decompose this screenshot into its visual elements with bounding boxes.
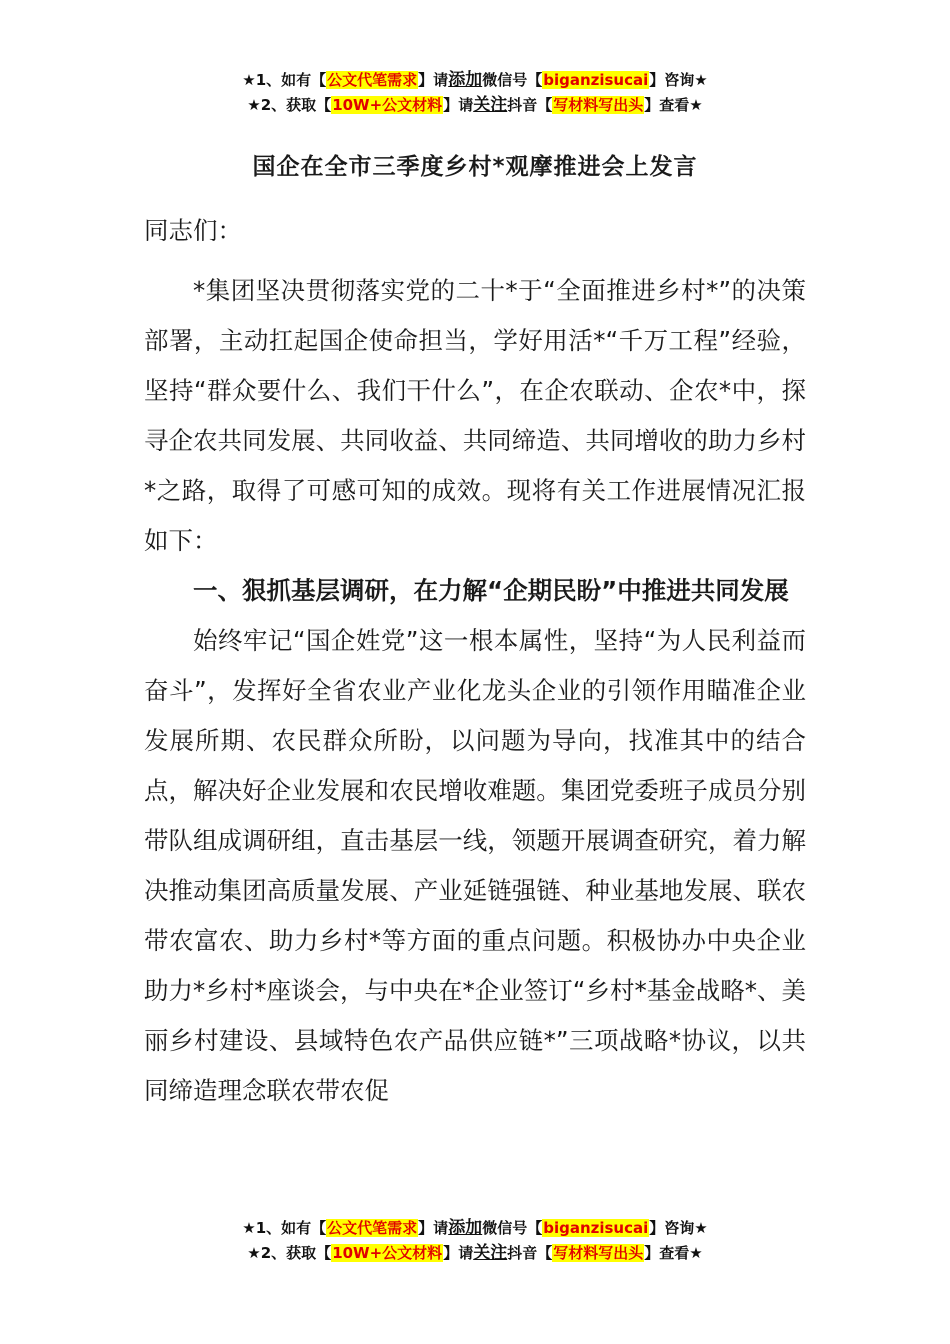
banner-line-1 bbox=[0, 1216, 950, 1241]
star-icon: ★ bbox=[247, 1244, 261, 1262]
banner-line-1 bbox=[0, 68, 950, 93]
star-icon: ★ bbox=[247, 96, 261, 114]
wechat-id: biganzisucai bbox=[543, 71, 649, 89]
underlined-text: 关注 bbox=[473, 95, 508, 115]
footer-banner bbox=[0, 1216, 950, 1266]
banner-text: 】请 bbox=[418, 1219, 449, 1237]
salutation: 同志们： bbox=[144, 216, 242, 245]
highlight-text: 公文代笔需求 bbox=[327, 71, 418, 89]
banner-text: 1、如有【 bbox=[255, 1219, 327, 1237]
document-body bbox=[144, 266, 806, 1116]
banner-text: 抖音【 bbox=[507, 1244, 553, 1262]
star-icon: ★ bbox=[242, 1219, 256, 1237]
highlight-text: 10W+公文材料 bbox=[332, 96, 443, 114]
douyin-id: 写材料写出头 bbox=[553, 96, 644, 114]
douyin-id: 写材料写出头 bbox=[553, 1244, 644, 1262]
banner-text: 】请 bbox=[418, 71, 449, 89]
banner-text: 抖音【 bbox=[507, 96, 553, 114]
wechat-id: biganzisucai bbox=[543, 1219, 649, 1237]
document-title: 国企在全市三季度乡村*观摩推进会上发言 bbox=[252, 154, 698, 180]
highlight-text: 10W+公文材料 bbox=[332, 1244, 443, 1262]
banner-text: 2、获取【 bbox=[260, 1244, 332, 1262]
banner-text: 微信号【 bbox=[482, 71, 543, 89]
underlined-text: 关注 bbox=[473, 1243, 508, 1263]
paragraph: *集团坚决贯彻落实党的二十*于“全面推进乡村*”的决策部署，主动扛起国企使命担当，学好用活*“千万工程”经验，坚持“群众要什么、我们干什么”，在企农联动、企农*中，探寻企农共同发展、共同收益、共同缔造、共同增收的助力乡村*之路，取得了可感可知的成效。现将有关工作进展情况汇报如下： bbox=[144, 276, 806, 555]
banner-line-2 bbox=[0, 1241, 950, 1266]
banner-text: 2、获取【 bbox=[260, 96, 332, 114]
banner-text: 】查看★ bbox=[644, 1244, 703, 1262]
banner-text: 】咨询★ bbox=[649, 1219, 708, 1237]
paragraph: 始终牢记“国企姓党”这一根本属性，坚持“为人民利益而奋斗”，发挥好全省农业产业化龙头企业的引领作用瞄准企业发展所期、农民群众所盼，以问题为导向，找准其中的结合点，解决好企业发展和农民增收难题。集团党委班子成员分别带队组成调研组，直击基层一线，领题开展调查研究，着力解决推动集团高质量发展、产业延链强链、种业基地发展、联农带农富农、助力乡村*等方面的重点问题。积极协办中央企业助力*乡村*座谈会，与中央在*企业签订“乡村*基金战略*、美丽乡村建设、县域特色农产品供应链*”三项战略*协议，以共同缔造理念联农带农促 bbox=[144, 626, 806, 1105]
underlined-text: 添加 bbox=[448, 70, 483, 90]
header-banner bbox=[0, 68, 950, 118]
highlight-text: 公文代笔需求 bbox=[327, 1219, 418, 1237]
banner-text: 1、如有【 bbox=[255, 71, 327, 89]
banner-line-2 bbox=[0, 93, 950, 118]
banner-text: 微信号【 bbox=[482, 1219, 543, 1237]
banner-text: 】请 bbox=[443, 1244, 474, 1262]
banner-text: 】请 bbox=[443, 96, 474, 114]
section-heading: 一、狠抓基层调研，在力解“企期民盼”中推进共同发展 bbox=[193, 576, 789, 605]
banner-text: 】咨询★ bbox=[649, 71, 708, 89]
underlined-text: 添加 bbox=[448, 1218, 483, 1238]
star-icon: ★ bbox=[242, 71, 256, 89]
banner-text: 】查看★ bbox=[644, 96, 703, 114]
